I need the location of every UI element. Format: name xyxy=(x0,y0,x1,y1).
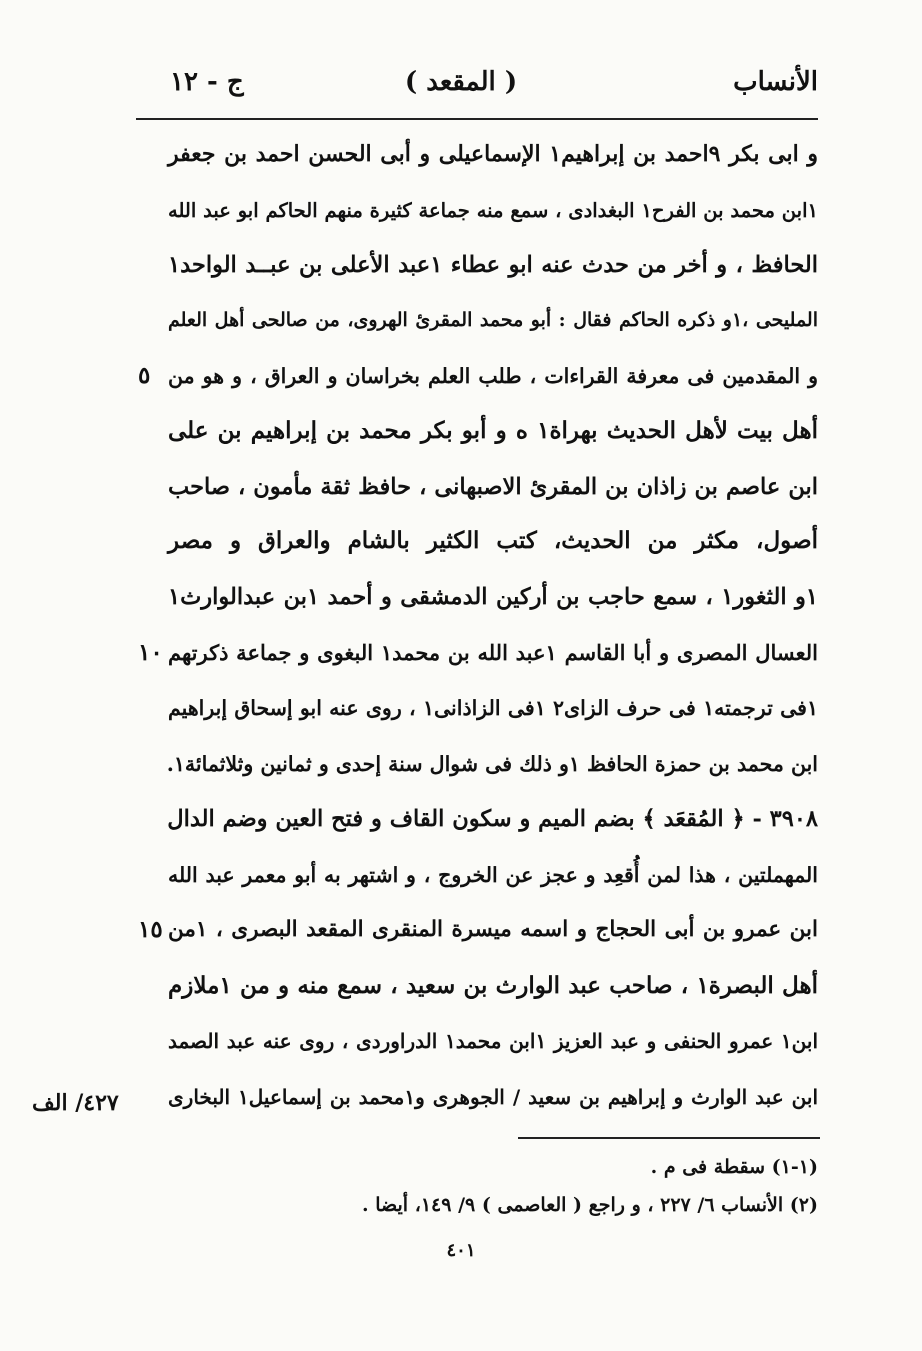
header-book-title: الأنساب xyxy=(733,67,818,97)
line-number-15: ١٥ xyxy=(138,916,163,943)
text-line: أهل بيت لأهل الحديث بهراة١ ه و أبو بكر محمد بن إبراهيم بن على xyxy=(168,417,818,444)
text-line: ١ابن محمد بن الفرح١ البغدادى ، سمع منه جماعة كثيرة منهم الحاكم ابو عبد الله xyxy=(168,199,818,222)
manuscript-folio-note: ٤٢٧/ الف xyxy=(32,1090,119,1116)
footnote-rule xyxy=(518,1137,820,1139)
text-line: ابن محمد بن حمزة الحافظ ١و ذلك فى شوال سنة إحدى و ثمانين وثلاثمائة١. xyxy=(166,752,818,776)
text-line: ابن١ عمرو الحنفى و عبد العزيز ١ابن محمد١ الدراوردى ، روى عنه عبد الصمد xyxy=(168,1029,819,1053)
header-rule xyxy=(136,118,818,120)
header-volume: ج - ١٢ xyxy=(170,67,244,97)
text-line: العسال المصرى و أبا القاسم ١عبد الله بن محمد١ البغوى و جماعة ذكرتهم xyxy=(168,640,818,665)
page-number: ٤٠١ xyxy=(446,1240,476,1261)
text-line: ١و الثغور١ ، سمع حاجب بن أركين الدمشقى و أحمد ١بن عبدالوارث١ xyxy=(168,584,818,610)
text-line: أصول، مكثر من الحديث، كتب الكثير بالشام والعراق و مصر xyxy=(168,527,818,554)
text-line: و ابى بكر ٩احمد بن إبراهيم١ الإسماعيلى و أبى الحسن احمد بن جعفر xyxy=(168,141,818,167)
text-line: ابن عمرو بن أبى الحجاج و اسمه ميسرة المنقرى المقعد البصرى ، ١من xyxy=(168,917,818,942)
text-line: و المقدمين فى معرفة القراءات ، طلب العلم بخراسان و العراق ، و هو من xyxy=(168,364,818,388)
text-line: الحافظ ، و أخر من حدث عنه ابو عطاء ١عبد الأعلى بن عبــد الواحد١ xyxy=(168,252,818,278)
text-line: أهل البصرة١ ، صاحب عبد الوارث بن سعيد ، سمع منه و من ١ملازم xyxy=(168,972,818,999)
footnote: (٢) الأنساب ٦/ ٢٢٧ ، و راجع ( العاصمى ) ٩/ ١٤٩، أيضا . xyxy=(362,1194,818,1216)
footnote: (١-١) سقطة فى م . xyxy=(650,1156,818,1178)
line-number-5: ٥ xyxy=(138,362,151,389)
text-line: المليحى ،١و ذكره الحاكم فقال : أبو محمد المقرئ الهروى، من صالحى أهل العلم xyxy=(168,309,818,331)
text-line: ابن عاصم بن زاذان بن المقرئ الاصبهانى ، حافظ ثقة مأمون ، صاحب xyxy=(168,474,818,500)
text-line: ٣٩٠٨ - ﴿ المُقعَد ﴾ بضم الميم و سكون القاف و فتح العين وضم الدال xyxy=(167,806,818,832)
text-line: ابن عبد الوارث و إبراهيم بن سعيد / الجوهرى و١محمد بن إسماعيل١ البخارى xyxy=(168,1085,818,1109)
text-line: المهملتين ، هذا لمن أُقعِد و عجز عن الخروج ، و اشتهر به أبو معمر عبد الله xyxy=(168,863,818,887)
line-number-10: ١٠ xyxy=(138,639,163,666)
header-entry-title: ( المقعد ) xyxy=(404,67,518,97)
text-line: ١فى ترجمته١ فى حرف الزاى٢ ١فى الزاذانى١ ، روى عنه ابو إسحاق إبراهيم xyxy=(168,696,818,720)
